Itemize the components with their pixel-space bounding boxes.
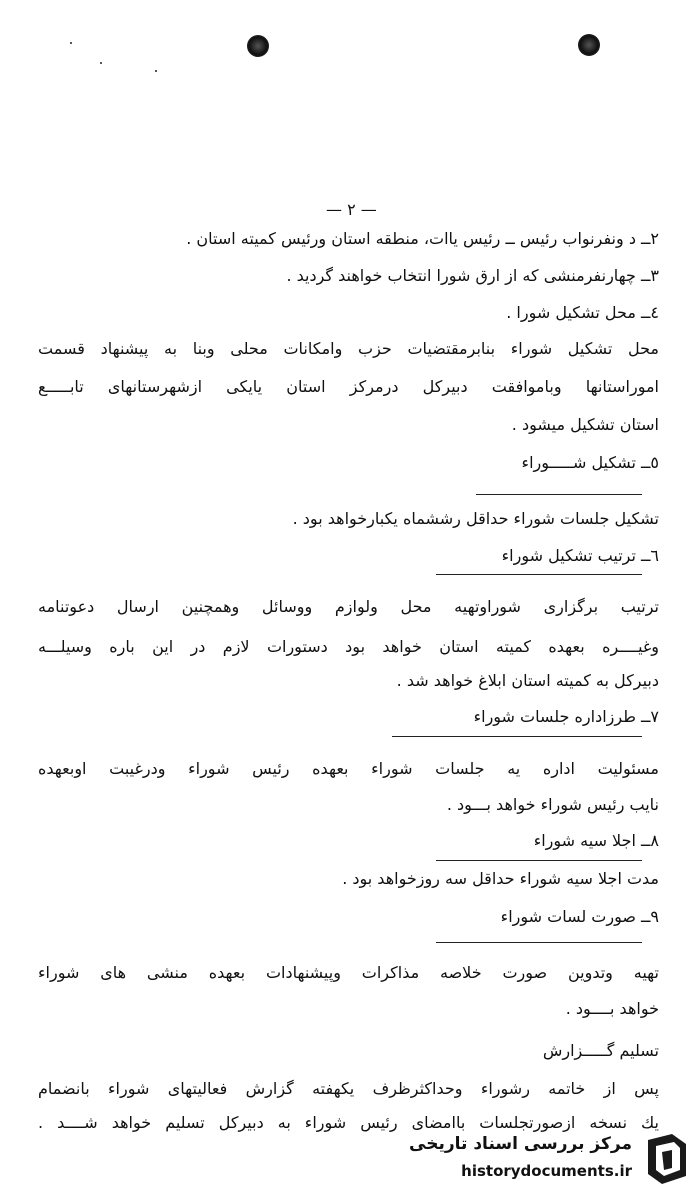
scan-speck bbox=[155, 70, 157, 72]
scan-speck bbox=[70, 42, 72, 44]
heading-underline bbox=[436, 860, 642, 861]
punch-hole-right bbox=[578, 34, 600, 56]
text-line: تهيه وتدوين صورت خلاصه مذاكرات وپيشنهادات بعهده منشى هاى شوراء bbox=[38, 963, 659, 982]
text-line: تشكيل جلسات شوراء حداقل رششماه يكبارخواهد بود . bbox=[292, 509, 659, 528]
section-heading: تسليم گـــــزارش bbox=[542, 1041, 659, 1060]
section-heading: ٨ــ اجلا سيه شوراء bbox=[533, 831, 659, 850]
archive-logo-icon bbox=[642, 1130, 692, 1188]
scan-speck bbox=[100, 62, 102, 64]
archive-watermark bbox=[408, 1126, 696, 1196]
section-heading: ٤ــ محل تشكيل شورا . bbox=[506, 303, 659, 322]
heading-underline bbox=[436, 574, 642, 575]
text-line: خواهد بــــود . bbox=[565, 999, 659, 1018]
text-line: يك نسخه ازصورتجلسات باامضاى رئيس شوراء به دبيركل تسليم خواهد شــــد . bbox=[38, 1113, 659, 1132]
watermark-title: مرکز بررسی اسناد تاریخی bbox=[409, 1134, 632, 1154]
heading-underline bbox=[392, 736, 642, 737]
text-line: مدت اجلا سيه شوراء حداقل سه روزخواهد بود . bbox=[342, 869, 659, 888]
section-heading: ٦ــ ترتيب تشكيل شوراء bbox=[501, 546, 659, 565]
text-line: دبيركل به كميته استان ابلاغ خواهد شد . bbox=[396, 671, 659, 690]
punch-hole-left bbox=[247, 35, 269, 57]
text-line: پس از خاتمه رشوراء وحداكثرظرف يكهفته گزارش فعاليتهاى شوراء بانضمام bbox=[38, 1079, 659, 1098]
section-heading: ٧ــ طرزاداره جلسات شوراء bbox=[473, 707, 659, 726]
text-line: اموراستانها وباموافقت دبيركل درمركز استان يايكى ازشهرستانهاى تابـــــع bbox=[38, 377, 659, 396]
text-line: محل تشكيل شوراء بنابرمقتضيات حزب وامكانات محلى وبنا به پيشنهاد قسمت bbox=[38, 339, 659, 358]
text-line: ۲ــ د ونفرنواب رئيس ــ رئيس ياات، منطقه استان ورئيس كميته استان . bbox=[186, 229, 659, 248]
text-line: وغيــــره بعهده كميته استان خواهد بود دستورات لازم در اين باره وسيلـــه bbox=[38, 637, 659, 656]
watermark-url: historydocuments.ir bbox=[461, 1162, 632, 1180]
text-line: ۳ــ چهارنفرمنشى كه از ارق شورا انتخاب خواهند گرديد . bbox=[286, 266, 659, 285]
section-heading: ٥ــ تشكيل شـــــوراء bbox=[521, 453, 659, 472]
page-number: — ۲ — bbox=[326, 200, 377, 219]
text-line: نايب رئيس شوراء خواهد بـــود . bbox=[446, 795, 659, 814]
text-line: ترتيب برگزارى شوراوتهيه محل ولوازم ووسائل وهمچنين ارسال دعوتنامه bbox=[38, 597, 659, 616]
text-line: استان تشكيل ميشود . bbox=[511, 415, 659, 434]
section-heading: ٩ــ صورت لسات شوراء bbox=[500, 907, 659, 926]
heading-underline bbox=[436, 942, 642, 943]
text-line: مسئوليت اداره يه جلسات شوراء بعهده رئيس شوراء ودرغيبت اوبعهده bbox=[38, 759, 659, 778]
heading-underline bbox=[476, 494, 642, 495]
